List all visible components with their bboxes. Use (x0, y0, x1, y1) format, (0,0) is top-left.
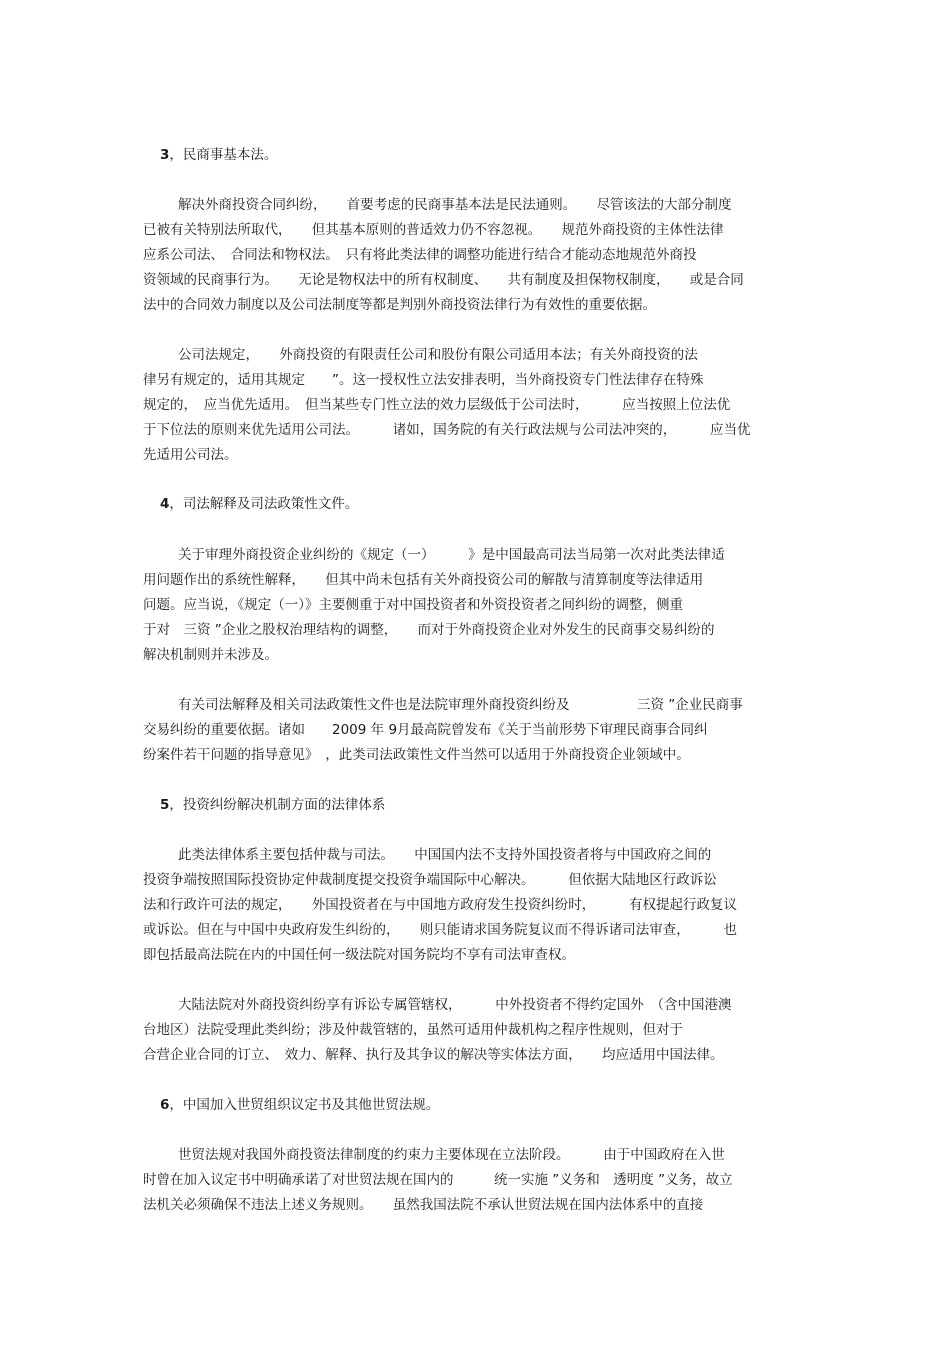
text-line: 先适用公司法。 (143, 447, 238, 463)
text-line: 问题。应当说，《规定（一）》主要侧重于对中国投资者和外资投资者之间纠纷的调整，侧重 (143, 597, 683, 613)
section-heading-5 (160, 796, 385, 814)
section-title: ，投资纠纷解决机制方面的法律体系 (169, 797, 386, 813)
text-line: 关于审理外商投资企业纠纷的《规定（一） 》是中国最高司法当局第一次对此类法律适 (178, 547, 725, 563)
text-line: 有关司法解释及相关司法政策性文件也是法院审理外商投资纠纷及 三资 ”企业民商事 (178, 697, 743, 713)
text-line: 应系公司法、 合同法和物权法。 只有将此类法律的调整功能进行结合才能动态地规范外商投 (143, 247, 697, 263)
section-heading-6 (160, 1096, 439, 1114)
text-line: 法和行政许可法的规定， 外国投资者在与中国地方政府发生投资纠纷时， 有权提起行政复议 (143, 897, 737, 913)
text-line: 或诉讼。但在与中国中央政府发生纠纷的， 则只能请求国务院复议而不得诉诸司法审查， 也 (143, 922, 737, 938)
text-line: 交易纠纷的重要依据。诸如 2009 年 9月最高院曾发布《关于当前形势下审理民商事合同纠 (143, 722, 708, 738)
text-line: 解决机制则并未涉及。 (143, 647, 278, 663)
text-line: 纷案件若干问题的指导意见》 ，此类司法政策性文件当然可以适用于外商投资企业领域中。 (143, 747, 690, 763)
section-number: 6 (160, 1097, 170, 1113)
text-line: 合营企业合同的订立、 效力、解释、执行及其争议的解决等实体法方面， 均应适用中国法律。 (143, 1047, 724, 1063)
section-heading-4 (160, 495, 358, 513)
section-number: 5 (160, 797, 170, 813)
text-line: 法中的合同效力制度以及公司法制度等都是判别外商投资法律行为有效性的重要依据。 (143, 297, 656, 313)
text-line: 投资争端按照国际投资协定仲裁制度提交投资争端国际中心解决。 但依据大陆地区行政诉讼 (143, 872, 717, 888)
text-line: 公司法规定， 外商投资的有限责任公司和股份有限公司适用本法；有关外商投资的法 (178, 347, 698, 363)
section-title: ，司法解释及司法政策性文件。 (169, 496, 359, 512)
text-line: 解决外商投资合同纠纷， 首要考虑的民商事基本法是民法通则。 尽管该法的大部分制度 (178, 197, 732, 213)
text-line: 时曾在加入议定书中明确承诺了对世贸法规在国内的 统一实施 ”义务和 透明度 ”义务，故立 (143, 1172, 733, 1188)
text-line: 资领域的民商事行为。 无论是物权法中的所有权制度、 共有制度及担保物权制度， 或是合同 (143, 272, 744, 288)
text-line: 法机关必须确保不违法上述义务规则。 虽然我国法院不承认世贸法规在国内法体系中的直接 (143, 1197, 704, 1213)
section-title: ，中国加入世贸组织议定书及其他世贸法规。 (169, 1097, 440, 1113)
text-line: 世贸法规对我国外商投资法律制度的约束力主要体现在立法阶段。 由于中国政府在入世 (178, 1147, 725, 1163)
text-line: 于对 三资 ”企业之股权治理结构的调整， 而对于外商投资企业对外发生的民商事交易纠纷的 (143, 622, 715, 638)
text-line: 台地区）法院受理此类纠纷；涉及仲裁管辖的，虽然可适用仲裁机构之程序性规则，但对于 (143, 1022, 683, 1038)
section-number: 4 (160, 496, 170, 512)
text-line: 大陆法院对外商投资纠纷享有诉讼专属管辖权， 中外投资者不得约定国外 （含中国港澳 (178, 997, 732, 1013)
text-line: 即包括最高法院在内的中国任何一级法院对国务院均不享有司法审查权。 (143, 947, 575, 963)
text-line: 用问题作出的系统性解释， 但其中尚未包括有关外商投资公司的解散与清算制度等法律适用 (143, 572, 704, 588)
section-number: 3 (160, 147, 170, 163)
section-title: ，民商事基本法。 (169, 147, 278, 163)
text-line: 已被有关特别法所取代， 但其基本原则的普适效力仍不容忽视。 规范外商投资的主体性法律 (143, 222, 724, 238)
text-line: 于下位法的原则来优先适用公司法。 诸如，国务院的有关行政法规与公司法冲突的， 应当优 (143, 422, 751, 438)
text-line: 规定的， 应当优先适用。 但当某些专门性立法的效力层级低于公司法时， 应当按照上位法优 (143, 397, 731, 413)
text-line: 此类法律体系主要包括仲裁与司法。 中国国内法不支持外国投资者将与中国政府之间的 (178, 847, 712, 863)
text-line: 律另有规定的，适用其规定 ”。这一授权性立法安排表明，当外商投资专门性法律存在特殊 (143, 372, 704, 388)
section-heading-3 (160, 146, 277, 164)
